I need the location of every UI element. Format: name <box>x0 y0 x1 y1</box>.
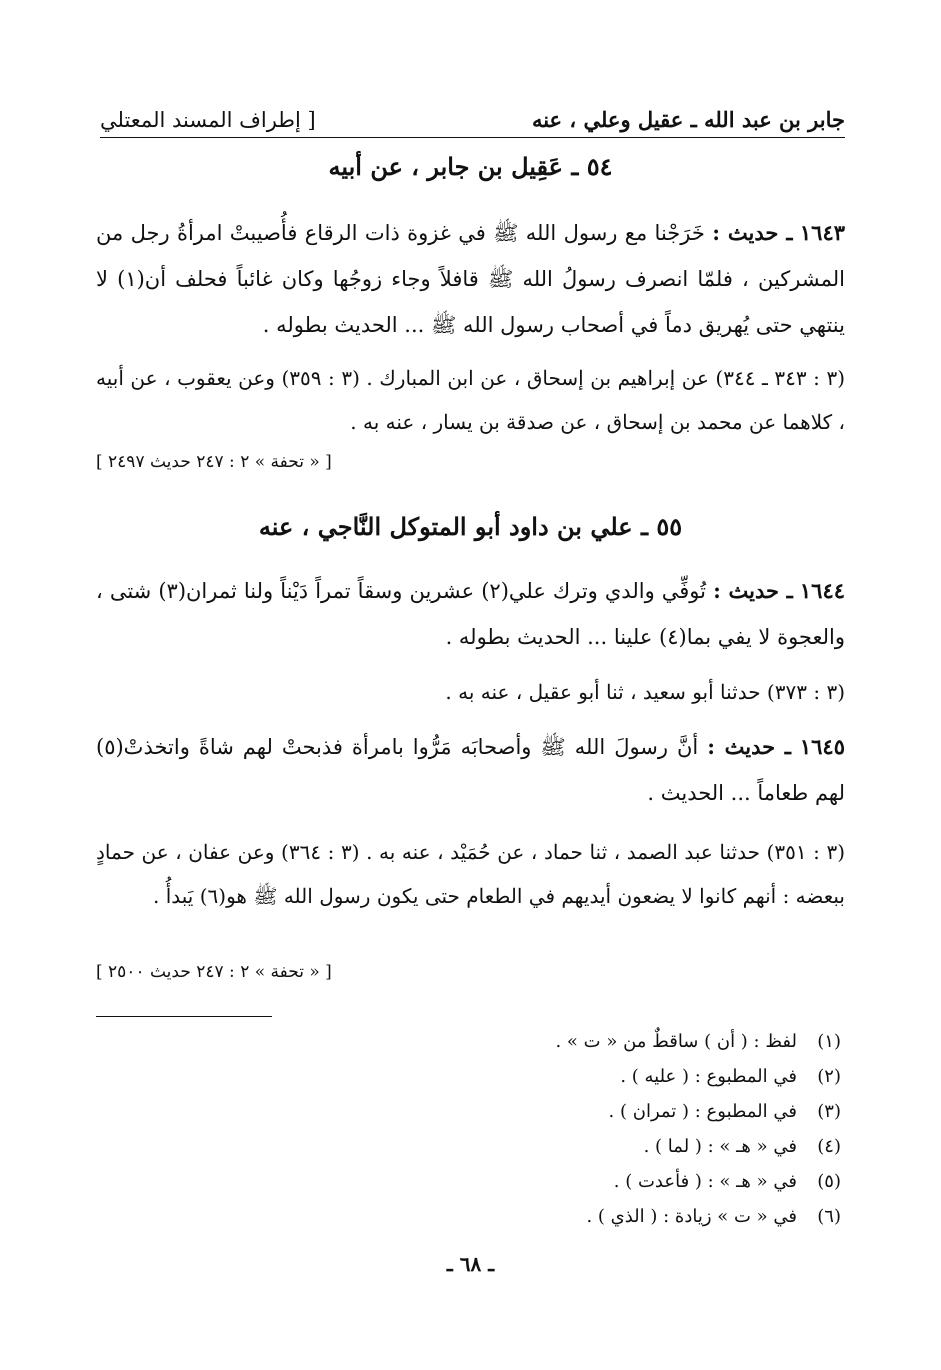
header-chapter: جابر بن عبد الله ـ عقيل وعلي ، عنه <box>531 107 845 132</box>
hadith-reference: (٣ : ٣٤٣ ـ ٣٤٤) عن إبراهيم بن إسحاق ، عن ابن المبارك . (٣ : ٣٥٩) وعن يعقوب ، عن أبيه ، كلاهما عن محمد بن إسحاق ، عن صدقة بن يسار ، عنه به . <box>96 366 846 434</box>
hadith-text <box>96 724 845 816</box>
header-rule <box>100 137 845 138</box>
footnote-separator <box>96 1016 272 1017</box>
section-title: ٥٥ ـ علي بن داود أبو المتوكل النَّاجي ، عنه <box>258 512 683 541</box>
tuhfa-reference <box>96 452 845 472</box>
hadith-number: ١٦٤٥ <box>799 734 845 759</box>
footnote-text: في « ت » زيادة : ( الذي ) . <box>586 1206 797 1227</box>
footnote <box>300 1129 841 1164</box>
footnote-text: في « هـ » : ( فأعدت ) . <box>613 1171 797 1192</box>
hadith-label: ـ حديث : <box>707 734 791 759</box>
section-title: ٥٤ ـ عَقِيل بن جابر ، عن أبيه <box>328 152 613 181</box>
footnote <box>300 1059 841 1094</box>
tuhfa-text: [ « تحفة » ٢ : ٢٤٧ حديث ٢٥٠٠ ] <box>96 962 332 982</box>
footnote-text: في المطبوع : ( عليه ) . <box>620 1066 797 1087</box>
footnotes <box>300 1024 841 1234</box>
tuhfa-reference <box>96 962 845 982</box>
hadith-number: ١٦٤٣ <box>799 220 846 245</box>
footnote <box>300 1199 841 1234</box>
hadith-reference: (٣ : ٣٥١) حدثنا عبد الصمد ، ثنا حماد ، عن حُمَيْد ، عنه به . (٣ : ٣٦٤) وعن عفان ، عن حمادٍ ببعضه : أنهم كانوا لا يضعون أيديهم في الطعام حتى يكون رسول الله ﷺ هو(٦) يَبدأُ . <box>96 840 846 908</box>
page-number: ـ ٦٨ ـ <box>446 1252 495 1276</box>
header-book-title: [ إطراف المسند المعتلي <box>100 108 316 132</box>
hadith-label: ـ حديث : <box>713 578 793 603</box>
footnote-number: (٢) <box>817 1066 841 1087</box>
footnote-number: (٤) <box>817 1136 841 1157</box>
footnote-number: (٣) <box>817 1101 841 1122</box>
footnote <box>300 1024 841 1059</box>
footnote-text: في « هـ » : ( لما ) . <box>643 1136 797 1157</box>
running-header <box>100 98 845 132</box>
hadith-text <box>96 568 845 660</box>
footnote <box>300 1164 841 1199</box>
footnote-number: (١) <box>817 1031 841 1052</box>
hadith-reference: (٣ : ٣٧٣) حدثنا أبو سعيد ، ثنا أبو عقيل ، عنه به . <box>445 680 845 704</box>
tuhfa-text: [ « تحفة » ٢ : ٢٤٧ حديث ٢٤٩٧ ] <box>96 452 332 472</box>
footnote-text: لفظ : ( أن ) ساقطٌ من « ت » . <box>555 1031 797 1052</box>
hadith-body: تُوفِّي والدي وترك علي(٢) عشرين وسقاً تمراً دَيْناً ولنا ثمران(٣) شتى ، والعجوة لا يفي بما(٤) علينا ... الحديث بطوله . <box>96 579 845 649</box>
hadith-text <box>96 210 845 348</box>
hadith-number: ١٦٤٤ <box>799 578 846 603</box>
footnote-number: (٥) <box>817 1171 841 1192</box>
hadith-body: خَرَجْنا مع رسول الله ﷺ في غزوة ذات الرقاع فأُصيبتْ امرأةُ رجل من المشركين ، فلمّا انصرف رسولُ الله ﷺ قافلاً وجاء زوجُها وكان غائباً فحلف أن(١) لا ينتهي حتى يُهريق دماً في أصحاب رسول الله ﷺ ... الحديث بطوله . <box>96 221 845 337</box>
hadith-body: أنَّ رسولَ الله ﷺ وأصحابَه مَرُّوا بامرأة فذبحتْ لهم شاةً واتخذتْ(٥) لهم طعاماً ... الحديث . <box>96 735 845 805</box>
footnote <box>300 1094 841 1129</box>
footnote-number: (٦) <box>817 1206 841 1227</box>
footnote-text: في المطبوع : ( تمران ) . <box>608 1101 797 1122</box>
hadith-label: ـ حديث : <box>712 220 793 245</box>
